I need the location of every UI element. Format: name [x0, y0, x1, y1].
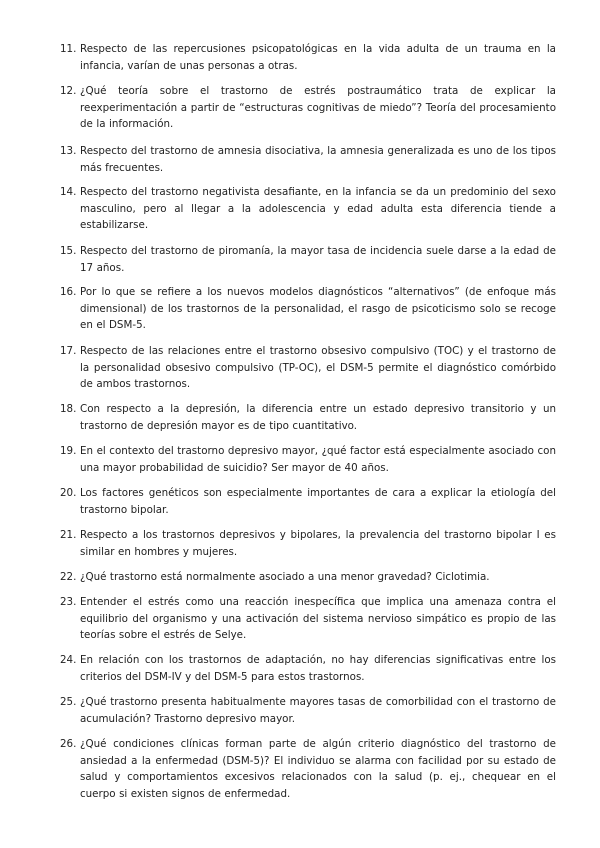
- list-item: [60, 284, 556, 334]
- item-text: Respecto del trastorno de amnesia disociativa, la amnesia generalizada es uno de los tipos más frecuentes.: [80, 145, 556, 174]
- item-number: 16.: [60, 286, 77, 298]
- list-item: [60, 527, 556, 560]
- item-text: Respecto a los trastornos depresivos y bipolares, la prevalencia del trastorno bipolar I es similar en hombres y mujeres.: [80, 529, 556, 558]
- list-item: [60, 243, 556, 276]
- item-text: Entender el estrés como una reacción inespecífica que implica una amenaza contra el equilibrio del organismo y una activación del sistema nervioso simpático es propio de las teorías sobre el estrés de Selye.: [80, 596, 556, 642]
- item-text: ¿Qué condiciones clínicas forman parte de algún criterio diagnóstico del trastorno de ansiedad a la enfermedad (DSM-5)? El individuo se alarma con facilidad por su estado de salud y comportamientos excesivos relacionados con la salud (p. ej., chequear en el cuerpo si existen signos de enfermedad.: [80, 738, 556, 800]
- list-item: [60, 401, 556, 434]
- item-number: 12.: [60, 85, 77, 97]
- item-number: 26.: [60, 738, 77, 750]
- list-item: [60, 83, 556, 133]
- item-number: 24.: [60, 654, 77, 666]
- list-item: [60, 143, 556, 176]
- item-number: 13.: [60, 145, 77, 157]
- list-item: [60, 343, 556, 393]
- item-text: Respecto del trastorno de piromanía, la mayor tasa de incidencia suele darse a la edad de 17 años.: [80, 245, 556, 274]
- item-number: 15.: [60, 245, 77, 257]
- item-text: ¿Qué trastorno presenta habitualmente mayores tasas de comorbilidad con el trastorno de acumulación? Trastorno depresivo mayor.: [80, 696, 556, 725]
- item-number: 18.: [60, 403, 77, 415]
- item-text: ¿Qué trastorno está normalmente asociado a una menor gravedad? Ciclotimia.: [80, 571, 490, 583]
- list-item: [60, 694, 556, 727]
- item-number: 11.: [60, 43, 77, 55]
- list-item: [60, 184, 556, 234]
- item-text: Respecto de las repercusiones psicopatológicas en la vida adulta de un trauma en la infancia, varían de unas personas a otras.: [80, 43, 556, 72]
- item-number: 21.: [60, 529, 77, 541]
- item-text: Los factores genéticos son especialmente importantes de cara a explicar la etiología del trastorno bipolar.: [80, 487, 556, 516]
- item-text: ¿Qué teoría sobre el trastorno de estrés postraumático trata de explicar la reexperimentación a partir de “estructuras cognitivas de miedo”? Teoría del procesamiento de la información.: [80, 85, 556, 131]
- item-text: En relación con los trastornos de adaptación, no hay diferencias significativas entre los criterios del DSM-IV y del DSM-5 para estos trastornos.: [80, 654, 556, 683]
- item-text: En el contexto del trastorno depresivo mayor, ¿qué factor está especialmente asociado con una mayor probabilidad de suicidio? Ser mayor de 40 años.: [80, 445, 556, 474]
- item-number: 25.: [60, 696, 77, 708]
- list-item: [60, 443, 556, 476]
- list-item: [60, 594, 556, 644]
- item-number: 20.: [60, 487, 77, 499]
- item-number: 19.: [60, 445, 77, 457]
- list-item: [60, 736, 556, 802]
- list-item: [60, 485, 556, 518]
- list-item: [60, 41, 556, 74]
- item-number: 23.: [60, 596, 77, 608]
- item-text: Respecto del trastorno negativista desafiante, en la infancia se da un predominio del sexo masculino, pero al llegar a la adolescencia y edad adulta esta diferencia tiende a estabilizarse.: [80, 186, 556, 232]
- item-number: 17.: [60, 345, 77, 357]
- list-item: [60, 569, 556, 586]
- item-number: 22.: [60, 571, 77, 583]
- item-number: 14.: [60, 186, 77, 198]
- list-item: [60, 652, 556, 685]
- item-text: Respecto de las relaciones entre el trastorno obsesivo compulsivo (TOC) y el trastorno de la personalidad obsesivo compulsivo (TP-OC), el DSM-5 permite el diagnóstico comórbido de ambos trastornos.: [80, 345, 556, 391]
- item-text: Con respecto a la depresión, la diferencia entre un estado depresivo transitorio y un trastorno de depresión mayor es de tipo cuantitativo.: [80, 403, 556, 432]
- item-text: Por lo que se refiere a los nuevos modelos diagnósticos “alternativos” (de enfoque más dimensional) de los trastornos de la personalidad, el rasgo de psicoticismo solo se recoge en el DSM-5.: [80, 286, 556, 332]
